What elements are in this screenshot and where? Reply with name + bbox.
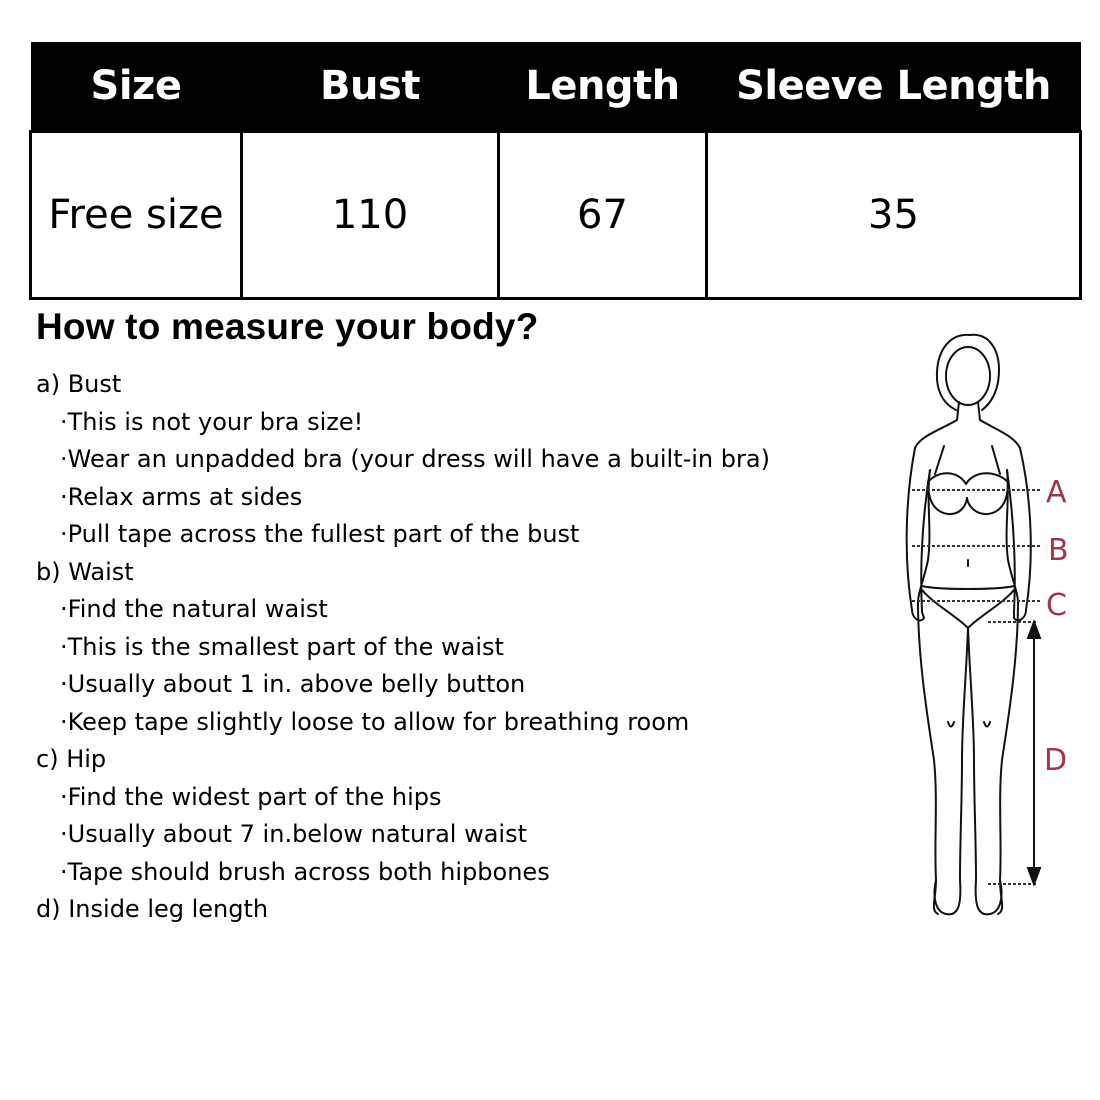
figure-label-a: A	[1046, 475, 1067, 510]
cell-length: 67	[499, 132, 707, 299]
size-table-header-row	[31, 42, 1081, 132]
header-bust: Bust	[242, 42, 499, 132]
guide-item: ·Usually about 7 in.below natural waist	[60, 820, 528, 848]
guide-section-waist: b) Waist	[36, 557, 134, 586]
guide-item: ·Usually about 1 in. above belly button	[60, 670, 526, 698]
cell-size: Free size	[31, 132, 242, 299]
guide-item: ·Wear an unpadded bra (your dress will have a built-in bra)	[60, 445, 770, 473]
figure-label-b: B	[1048, 533, 1069, 568]
guide-section-hip: c) Hip	[36, 745, 107, 773]
guide-item: ·Relax arms at sides	[60, 482, 303, 511]
header-sleeve-length: Sleeve Length	[707, 42, 1081, 132]
guide-section-inside-leg: d) Inside leg length	[36, 895, 269, 923]
measure-guide-list	[36, 366, 856, 929]
guide-section-bust: a) Bust	[36, 370, 122, 398]
figure-label-c: C	[1046, 588, 1067, 623]
cell-sleeve-length: 35	[707, 132, 1081, 299]
size-table	[29, 42, 1082, 300]
guide-item: ·Keep tape slightly loose to allow for breathing room	[60, 707, 690, 736]
guide-item: ·Find the widest part of the hips	[60, 782, 442, 811]
header-size: Size	[31, 42, 242, 132]
guide-item: ·This is not your bra size!	[60, 407, 364, 436]
table-row	[31, 132, 1081, 299]
cell-bust: 110	[242, 132, 499, 299]
measure-title: How to measure your body?	[36, 306, 539, 347]
guide-item: ·This is the smallest part of the waist	[60, 632, 504, 661]
guide-item: ·Tape should brush across both hipbones	[60, 857, 550, 886]
guide-item: ·Find the natural waist	[60, 595, 328, 623]
body-measurement-figure	[880, 318, 1080, 938]
guide-item: ·Pull tape across the fullest part of the bust	[60, 520, 580, 548]
header-length: Length	[499, 42, 707, 132]
figure-label-d: D	[1044, 743, 1068, 778]
